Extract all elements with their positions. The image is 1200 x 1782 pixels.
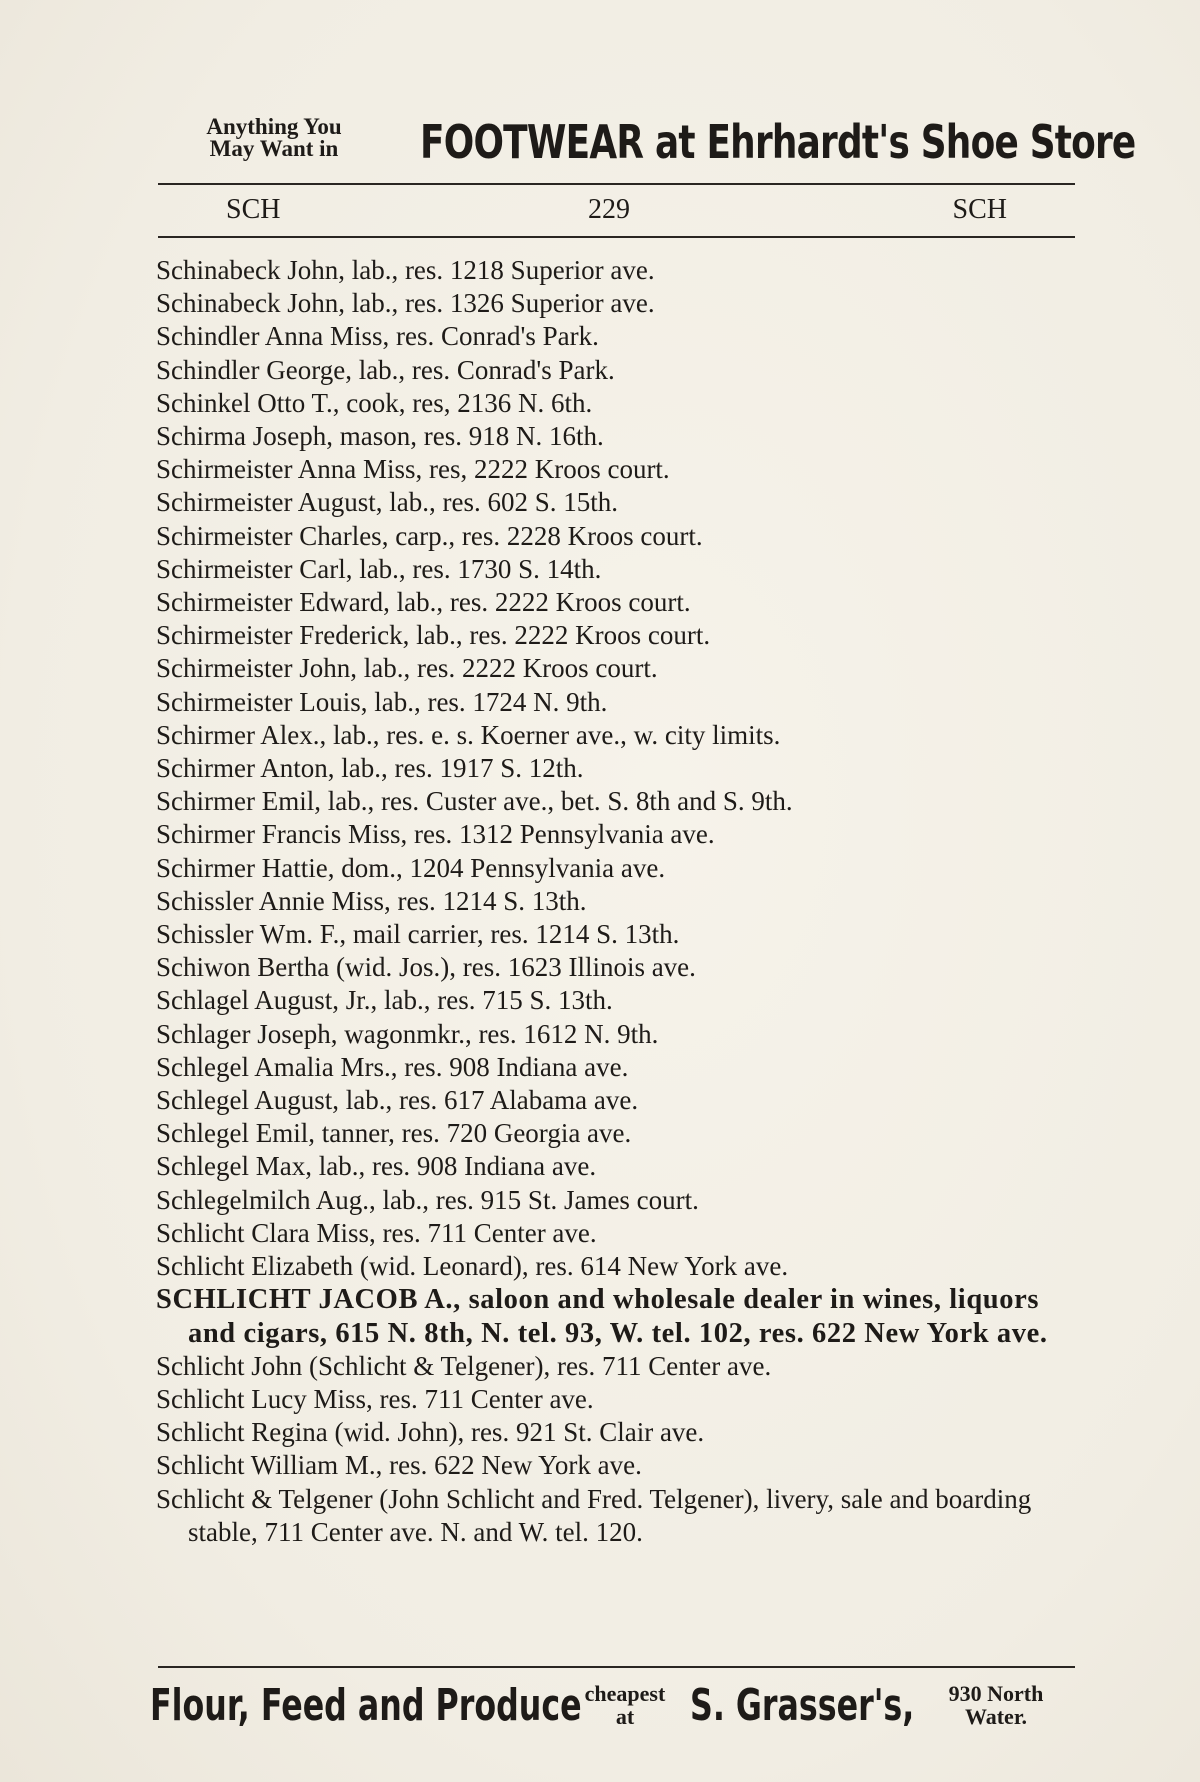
directory-entry: Schlicht Elizabeth (wid. Leonard), res. 614 New York ave. <box>156 1251 789 1282</box>
running-head-right: SCH <box>952 194 1007 225</box>
directory-entry: Schirmeister August, lab., res. 602 S. 15th. <box>156 487 618 518</box>
directory-entry: Schlegel Max, lab., res. 908 Indiana ave. <box>156 1151 597 1182</box>
directory-entry: Schirmer Emil, lab., res. Custer ave., bet. S. 8th and S. 9th. <box>156 786 793 817</box>
footer-rule <box>158 1666 1075 1668</box>
directory-entry: Schirmeister Frederick, lab., res. 2222 Kroos court. <box>156 620 711 651</box>
directory-entry: Schirmeister Louis, lab., res. 1724 N. 9th. <box>156 686 608 717</box>
directory-entry: Schlicht John (Schlicht & Telgener), res. 711 Center ave. <box>156 1350 772 1381</box>
directory-entry: Schirma Joseph, mason, res. 918 N. 16th. <box>156 421 604 452</box>
directory-entry: Schirmeister Carl, lab., res. 1730 S. 14th. <box>156 553 602 584</box>
directory-entry: Schirmer Francis Miss, res. 1312 Pennsylvania ave. <box>156 819 715 850</box>
page-number: 229 <box>588 194 630 225</box>
directory-entry: Schirmeister Edward, lab., res. 2222 Kroos court. <box>156 587 691 618</box>
footer-ad-merchant: S. Grasser's, <box>690 1680 915 1731</box>
directory-entry: Schissler Annie Miss, res. 1214 S. 13th. <box>156 885 587 916</box>
directory-entry: Schlegel Amalia Mrs., res. 908 Indiana ave. <box>156 1051 629 1082</box>
directory-entry: Schlicht Regina (wid. John), res. 921 St. Clair ave. <box>156 1417 705 1448</box>
running-head-left: SCH <box>226 194 281 225</box>
directory-entry: Schinabeck John, lab., res. 1218 Superior ave. <box>156 255 655 285</box>
header-rule-top <box>158 183 1075 185</box>
directory-entry: Schissler Wm. F., mail carrier, res. 1214 S. 13th. <box>156 919 680 950</box>
footer-ad-connector-line2: at <box>615 1704 635 1729</box>
footer-ad-headline: Flour, Feed and Produce <box>150 1680 582 1731</box>
directory-entry: Schlegel Emil, tanner, res. 720 Georgia ave. <box>156 1118 632 1149</box>
header-ad-headline: FOOTWEAR at Ehrhardt's Shoe Store <box>420 115 1136 169</box>
directory-entry: Schirmeister Charles, carp., res. 2228 Kroos court. <box>156 520 703 551</box>
directory-entry-featured: SCHLICHT JACOB A., saloon and wholesale dealer in wines, liquors and cigars, 615 N. 8th, N. tel. 93, W. tel. 102, res. 622 New York ave. <box>156 1284 1048 1349</box>
footer-ad-address-line1: 930 North <box>948 1681 1044 1706</box>
running-head <box>158 190 1075 230</box>
directory-entry: Schlicht Clara Miss, res. 711 Center ave. <box>156 1217 597 1248</box>
footer-advertisement <box>150 1672 1080 1742</box>
directory-entry: Schinabeck John, lab., res. 1326 Superior ave. <box>156 288 655 319</box>
directory-entry: Schlicht William M., res. 622 New York ave. <box>156 1450 642 1481</box>
directory-entry: Schirmer Alex., lab., res. e. s. Koerner ave., w. city limits. <box>156 719 781 750</box>
footer-ad-address <box>926 1682 1066 1728</box>
directory-entry: Schlagel August, Jr., lab., res. 715 S. 13th. <box>156 985 613 1016</box>
footer-ad-connector-line1: cheapest <box>584 1681 666 1706</box>
directory-entry: Schlegelmilch Aug., lab., res. 915 St. James court. <box>156 1184 699 1215</box>
directory-entry: Schlicht & Telgener (John Schlicht and Fred. Telgener), livery, sale and boarding stable, 711 Center ave. N. and W. tel. 120. <box>156 1483 1032 1547</box>
header-ad-tagline <box>164 116 384 160</box>
header-ad-tagline-line2: May Want in <box>209 136 339 161</box>
directory-entry: Schirmer Hattie, dom., 1204 Pennsylvania ave. <box>156 852 666 883</box>
footer-ad-address-line2: Water. <box>964 1704 1028 1729</box>
header-rule-bottom <box>158 236 1075 238</box>
directory-entry: Schirmeister Anna Miss, res, 2222 Kroos court. <box>156 454 670 485</box>
header-advertisement <box>160 112 1136 174</box>
directory-entry: Schindler George, lab., res. Conrad's Park. <box>156 354 615 385</box>
directory-entry: Schinkel Otto T., cook, res, 2136 N. 6th. <box>156 387 593 418</box>
directory-entry: Schirmeister John, lab., res. 2222 Kroos court. <box>156 653 658 684</box>
directory-entry: Schiwon Bertha (wid. Jos.), res. 1623 Illinois ave. <box>156 952 696 983</box>
footer-ad-connector <box>570 1682 680 1728</box>
directory-entry: Schirmer Anton, lab., res. 1917 S. 12th. <box>156 753 584 784</box>
directory-entry: Schlager Joseph, wagonmkr., res. 1612 N. 9th. <box>156 1018 659 1049</box>
directory-entries <box>150 254 1080 1549</box>
directory-entry: Schlicht Lucy Miss, res. 711 Center ave. <box>156 1383 594 1414</box>
header-ad-tagline-line1: Anything You <box>206 114 342 139</box>
directory-entry: Schindler Anna Miss, res. Conrad's Park. <box>156 321 599 352</box>
directory-entry: Schlegel August, lab., res. 617 Alabama ave. <box>156 1085 639 1116</box>
